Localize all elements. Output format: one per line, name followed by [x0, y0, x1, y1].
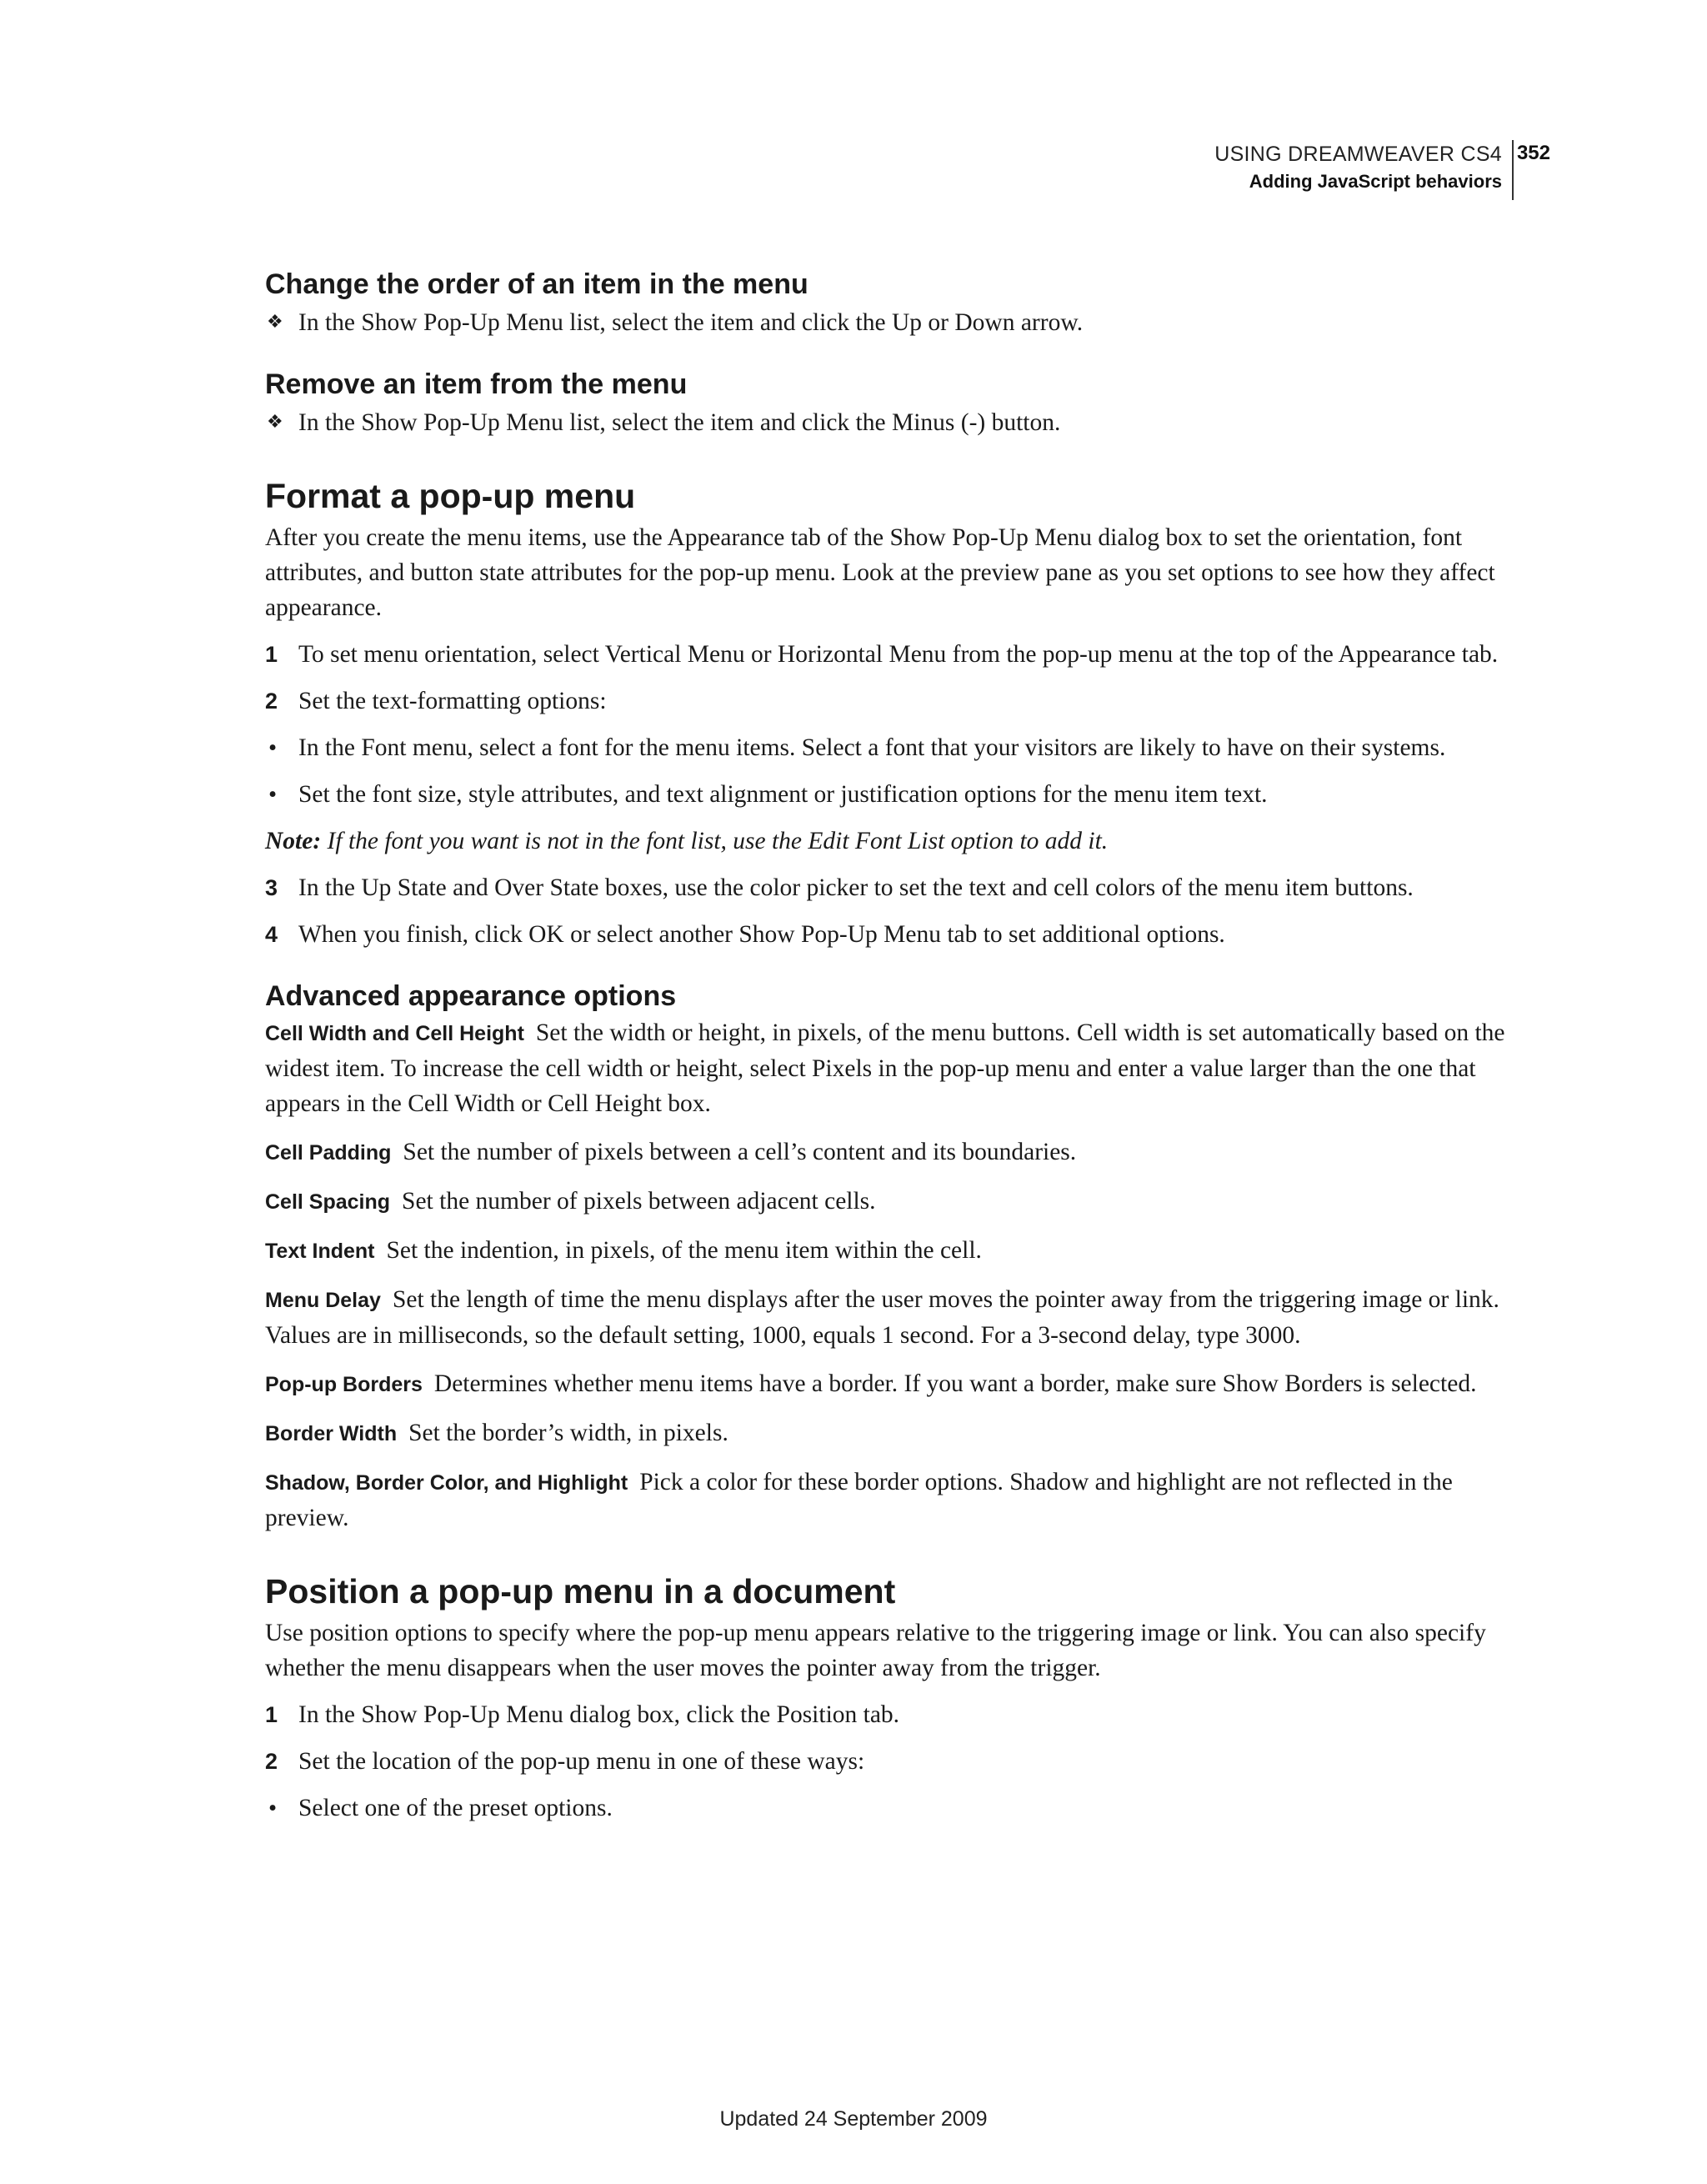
- bullet-item: [265, 1791, 1507, 1826]
- option-entry: [265, 1233, 1507, 1269]
- bullet-text: Set the font size, style attributes, and text alignment or justification options for the menu item text.: [298, 781, 1268, 808]
- numbered-step: [265, 684, 1507, 719]
- page-footer: Updated 24 September 2009: [719, 2107, 988, 2131]
- bullet-dot-icon: •: [268, 1795, 278, 1821]
- bullet-item: [265, 777, 1507, 812]
- option-desc: Set the border’s width, in pixels.: [408, 1420, 728, 1446]
- step-number: 1: [265, 642, 278, 667]
- header-divider: [1512, 140, 1514, 200]
- numbered-step: [265, 917, 1507, 952]
- step-number: 1: [265, 1702, 278, 1727]
- option-entry: [265, 1465, 1507, 1535]
- running-header: [967, 140, 1550, 200]
- option-term: Cell Width and Cell Height: [265, 1022, 524, 1045]
- heading-change-order: Change the order of an item in the menu: [265, 268, 808, 300]
- header-chapter-title: Adding JavaScript behaviors: [1249, 171, 1502, 192]
- step-number: 3: [265, 875, 278, 900]
- bullet-text: In the Font menu, select a font for the menu items. Select a font that your visitors are likely to have on their systems.: [298, 734, 1446, 761]
- header-book-title: USING DREAMWEAVER CS4: [1214, 143, 1502, 166]
- option-desc: Set the indention, in pixels, of the menu item within the cell.: [386, 1237, 982, 1264]
- page-content: [265, 265, 1507, 1826]
- step-text: To set menu orientation, select Vertical Menu or Horizontal Menu from the pop-up menu at the top of the Appearance tab.: [298, 641, 1499, 668]
- option-term: Shadow, Border Color, and Highlight: [265, 1471, 628, 1495]
- option-term: Menu Delay: [265, 1289, 381, 1312]
- option-term: Pop-up Borders: [265, 1373, 423, 1396]
- option-term: Border Width: [265, 1422, 398, 1445]
- step-text: Set the text-formatting options:: [298, 688, 607, 714]
- option-entry: [265, 1184, 1507, 1220]
- step-text: In the Show Pop-Up Menu list, select the item and click the Minus (-) button.: [298, 409, 1061, 436]
- option-entry: [265, 1015, 1507, 1121]
- heading-format-menu: Format a pop-up menu: [265, 477, 636, 515]
- option-desc: Determines whether menu items have a border. If you want a border, make sure Show Borders is selected.: [433, 1370, 1477, 1397]
- option-term: Text Indent: [265, 1240, 375, 1263]
- step-number: 2: [265, 1749, 278, 1774]
- step-text: Set the location of the pop-up menu in one of these ways:: [298, 1748, 865, 1775]
- option-desc: Set the length of time the menu displays after the user moves the pointer away from the triggering image or link. Values are in milliseconds, so the default setting, 1000, equals 1 second. For a 3-second delay, type 3000.: [265, 1286, 1499, 1349]
- heading-position-menu: Position a pop-up menu in a document: [265, 1572, 896, 1610]
- position-intro: Use position options to specify where the pop-up menu appears relative to the triggering image or link. You can also specify whether the menu disappears when the user moves the pointer away from the trigger.: [265, 1620, 1486, 1681]
- note-text: If the font you want is not in the font list, use the Edit Font List option to add it.: [327, 828, 1109, 854]
- numbered-step: [265, 1697, 1507, 1732]
- format-intro: After you create the menu items, use the Appearance tab of the Show Pop-Up Menu dialog box to set the orientation, font attributes, and button state attributes for the pop-up menu. Look at the preview pane as you set options to see how they affect appearance.: [265, 524, 1495, 621]
- numbered-step: [265, 637, 1507, 672]
- option-entry: [265, 1415, 1507, 1451]
- bullet-item: [265, 730, 1507, 765]
- step-text: When you finish, click OK or select another Show Pop-Up Menu tab to set additional options.: [298, 921, 1225, 948]
- heading-remove-item: Remove an item from the menu: [265, 368, 688, 400]
- option-desc: Set the number of pixels between a cell’s content and its boundaries.: [403, 1139, 1077, 1165]
- step-number: 4: [265, 922, 278, 947]
- step-text: In the Show Pop-Up Menu list, select the item and click the Up or Down arrow.: [298, 309, 1084, 336]
- step-remove-item: [265, 405, 1507, 440]
- page-number: 352: [1516, 142, 1550, 164]
- header-text: [1214, 140, 1502, 195]
- option-term: Cell Spacing: [265, 1190, 391, 1214]
- option-entry: [265, 1366, 1507, 1402]
- heading-advanced-options: Advanced appearance options: [265, 980, 677, 1012]
- diamond-bullet-icon: ❖: [267, 412, 283, 433]
- bullet-text: Select one of the preset options.: [298, 1795, 613, 1821]
- bullet-dot-icon: •: [268, 781, 278, 808]
- note-label: Note:: [265, 828, 322, 854]
- step-number: 2: [265, 689, 278, 714]
- option-entry: [265, 1282, 1507, 1353]
- option-entry: [265, 1135, 1507, 1170]
- step-text: In the Up State and Over State boxes, use the color picker to set the text and cell colors of the menu item buttons.: [298, 874, 1414, 901]
- diamond-bullet-icon: ❖: [267, 312, 283, 333]
- bullet-dot-icon: •: [268, 734, 278, 761]
- option-term: Cell Padding: [265, 1141, 392, 1165]
- step-text: In the Show Pop-Up Menu dialog box, click the Position tab.: [298, 1701, 900, 1728]
- step-change-order: [265, 305, 1507, 340]
- option-desc: Set the width or height, in pixels, of the menu buttons. Cell width is set automatically based on the widest item. To increase the cell width or height, select Pixels in the pop-up menu and enter a value larger than the one that appears in the Cell Width or Cell Height box.: [265, 1019, 1505, 1117]
- numbered-step: [265, 1744, 1507, 1779]
- option-desc: Set the number of pixels between adjacent cells.: [402, 1188, 876, 1215]
- note: [265, 824, 1507, 859]
- numbered-step: [265, 870, 1507, 905]
- option-desc: Pick a color for these border options. Shadow and highlight are not reflected in the preview.: [265, 1469, 1453, 1531]
